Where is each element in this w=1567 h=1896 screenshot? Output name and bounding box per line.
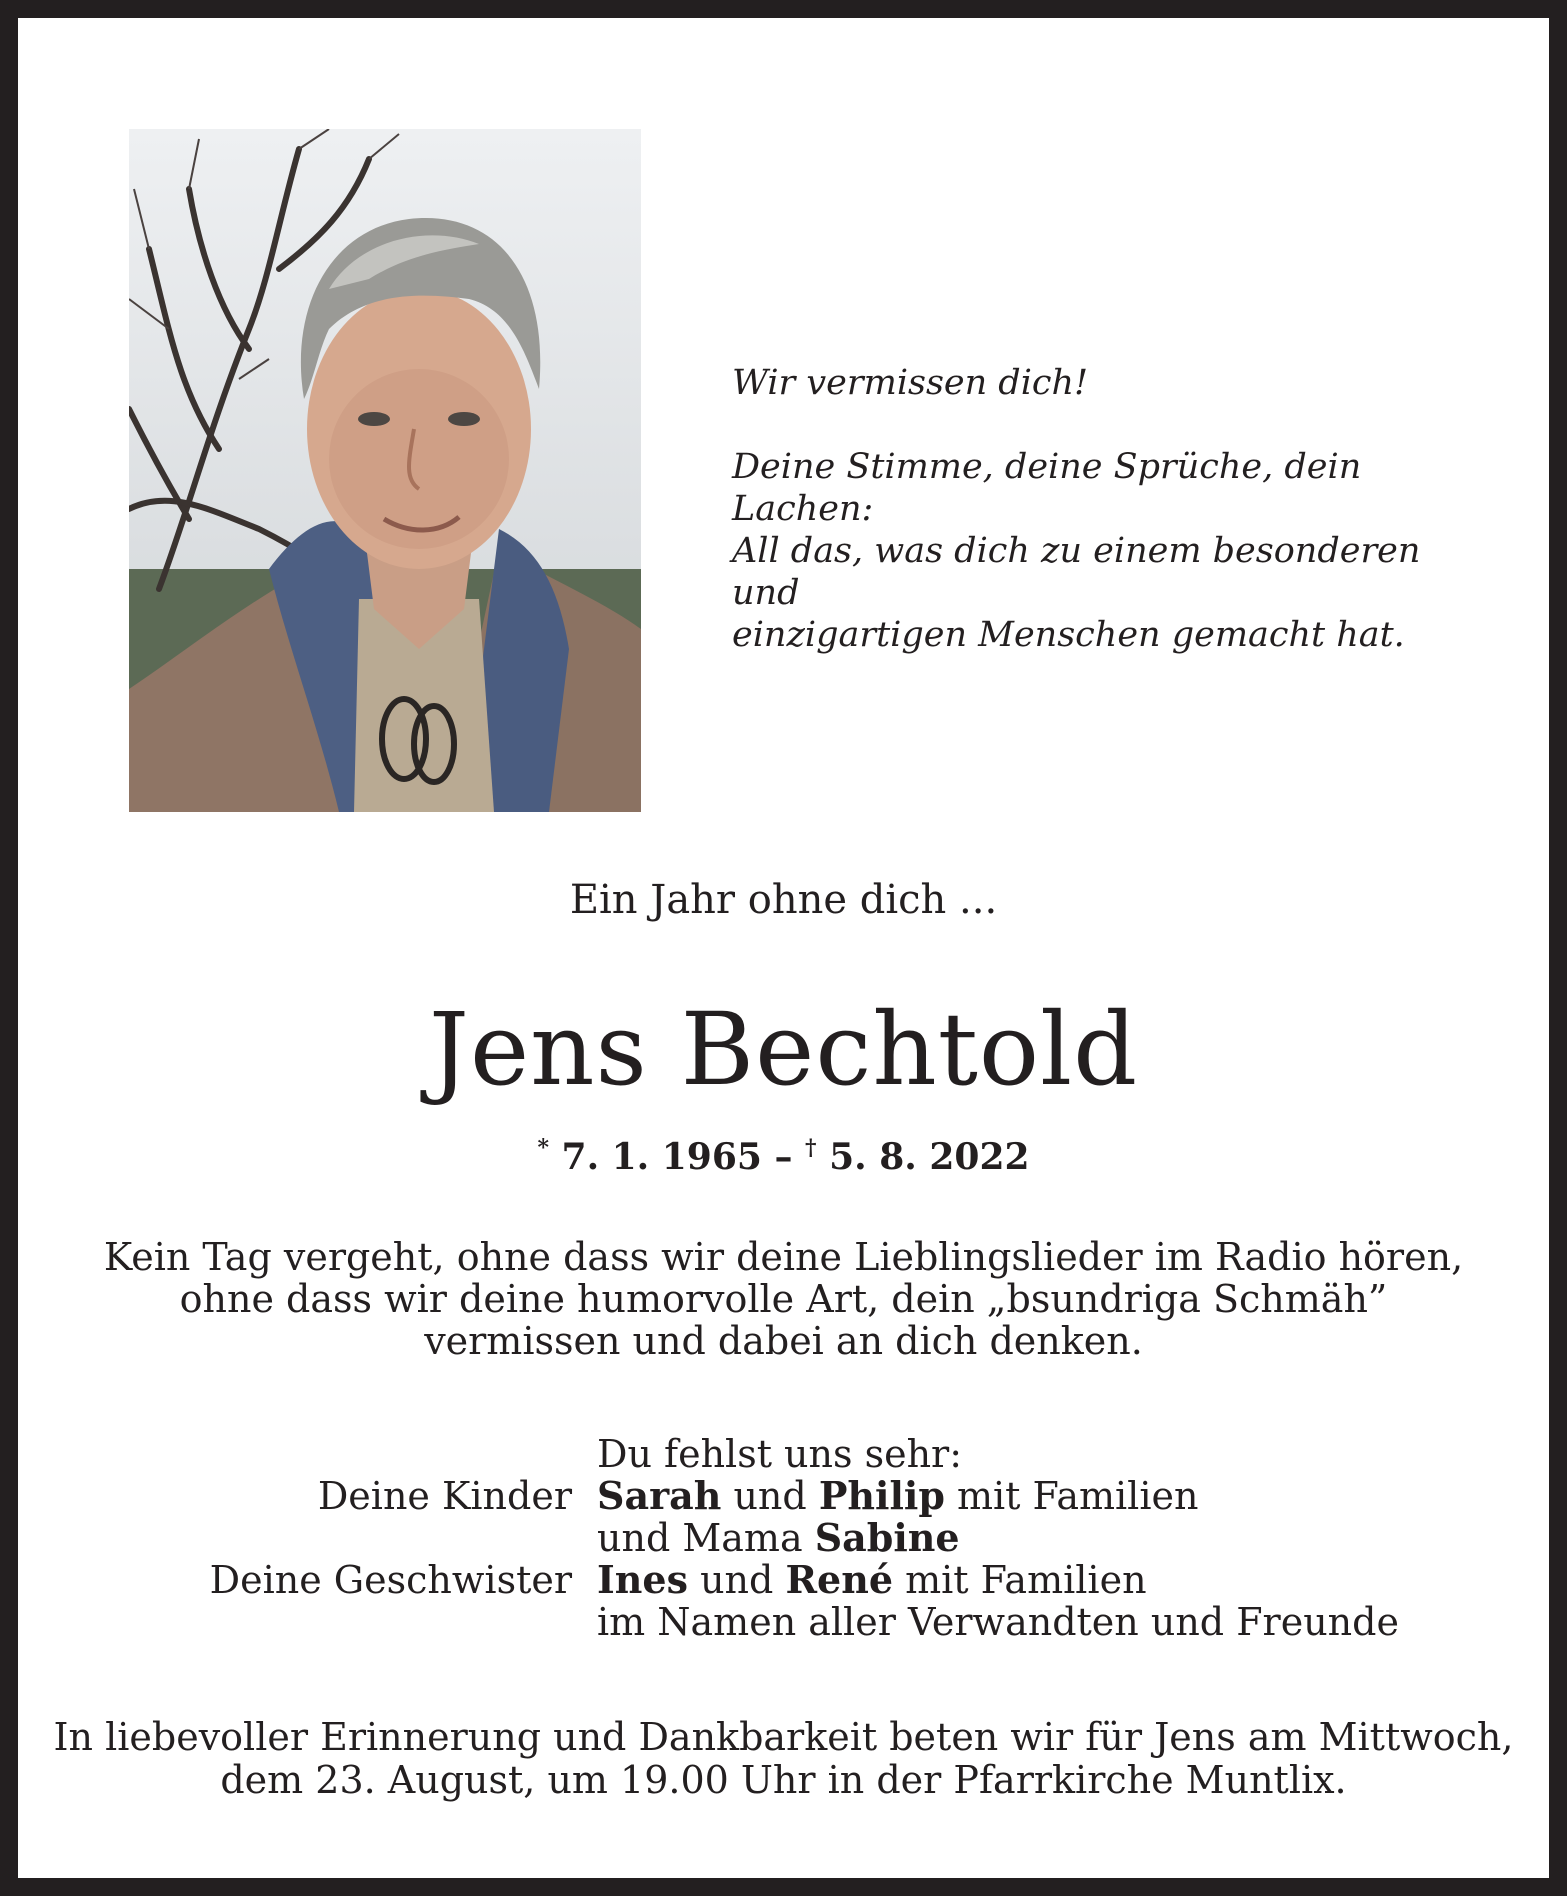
quote-line: All das, was dich zu einem besonderen und [732,531,1421,613]
quote-line: Wir vermissen dich! [732,363,1089,403]
birth-symbol: * [537,1135,549,1161]
dates-separator: – [774,1136,793,1178]
relatives-line: im Namen aller Verwandten und Freunde [597,1600,1399,1644]
deceased-name: Jens Bechtold [428,991,1139,1108]
quote-line: einzigartigen Menschen gemacht hat. [732,615,1405,655]
kind-name: Sarah [597,1473,722,1518]
mama-line [597,1517,960,1559]
intro-line: Ein Jahr ohne dich ... [569,877,998,923]
poem-line: vermissen und dabei an dich denken. [424,1319,1143,1363]
conjunction: und [700,1558,774,1602]
quote-line: Deine Stimme, deine Sprüche, dein Lachen: [732,447,1362,529]
sibling-name: René [785,1557,894,1602]
closing-block [0,1716,1567,1802]
closing-line: dem 23. August, um 19.00 Uhr in der Pfarrkirche Muntlix. [220,1758,1347,1802]
quote-block [732,362,1492,656]
kinder-label: Deine Kinder [317,1474,572,1518]
death-date: 5. 8. 2022 [829,1136,1030,1178]
kind-name: Philip [818,1473,945,1518]
mama-name: Sabine [814,1515,960,1560]
death-symbol: † [805,1135,817,1161]
poem-block [0,1236,1567,1362]
birth-date: 7. 1. 1965 [561,1136,762,1178]
poem-line: ohne dass wir deine humorvolle Art, dein „bsundriga Schmäh” [179,1277,1388,1321]
portrait-photo [129,129,641,812]
kinder-names [597,1475,1198,1517]
closing-line: In liebevoller Erinnerung und Dankbarkeit beten wir für Jens am Mittwoch, [53,1715,1514,1759]
life-dates [0,1124,1567,1181]
with-families: mit Familien [957,1474,1199,1518]
sibling-name: Ines [597,1557,688,1602]
poem-line: Kein Tag vergeht, ohne dass wir deine Lieblingslieder im Radio hören, [103,1235,1464,1279]
mama-prefix: und Mama [597,1516,803,1560]
geschwister-label: Deine Geschwister [209,1558,572,1602]
geschwister-names [597,1559,1147,1601]
family-heading: Du fehlst uns sehr: [597,1432,963,1476]
with-families: mit Familien [905,1558,1147,1602]
conjunction: und [733,1474,807,1518]
family-block [0,1433,1567,1643]
